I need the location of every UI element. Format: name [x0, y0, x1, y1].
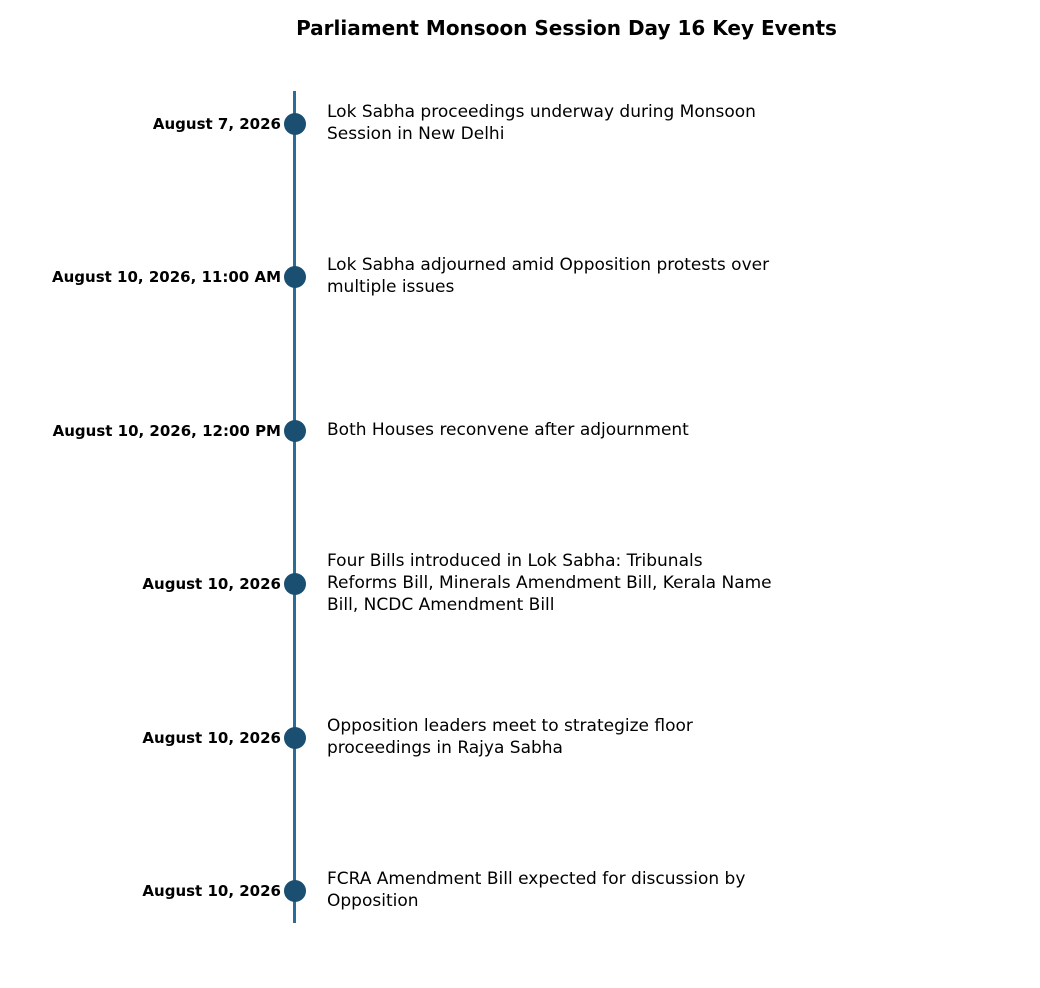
event-date: August 10, 2026 [142, 575, 281, 594]
event-description: Four Bills introduced in Lok Sabha: Tribunals Reforms Bill, Minerals Amendment Bill, Kerala Name Bill, NCDC Amendment Bill [327, 551, 772, 616]
event-description: Lok Sabha proceedings underway during Monsoon Session in New Delhi [327, 102, 756, 144]
event-marker-dot [284, 573, 306, 595]
diagram-title: Parliament Monsoon Session Day 16 Key Events [296, 16, 837, 40]
event-date: August 10, 2026, 12:00 PM [52, 421, 281, 440]
event-description: Both Houses reconvene after adjournment [327, 419, 689, 440]
event-marker-dot [284, 880, 306, 902]
event-marker-dot [284, 266, 306, 288]
event-date: August 7, 2026 [152, 115, 281, 133]
event-description: Lok Sabha adjourned amid Opposition protests over multiple issues [327, 255, 770, 298]
event-marker-dot [284, 727, 306, 749]
event-date: August 10, 2026 [142, 728, 281, 747]
event-date: August 10, 2026 [142, 882, 281, 900]
event-description: Opposition leaders meet to strategize floor proceedings in Rajya Sabha [327, 715, 693, 758]
event-description: FCRA Amendment Bill expected for discussion by Opposition [327, 869, 746, 911]
event-marker-dot [284, 113, 306, 135]
event-marker-dot [284, 420, 306, 442]
event-date: August 10, 2026, 11:00 AM [52, 268, 281, 287]
timeline-axis-line [293, 91, 296, 923]
